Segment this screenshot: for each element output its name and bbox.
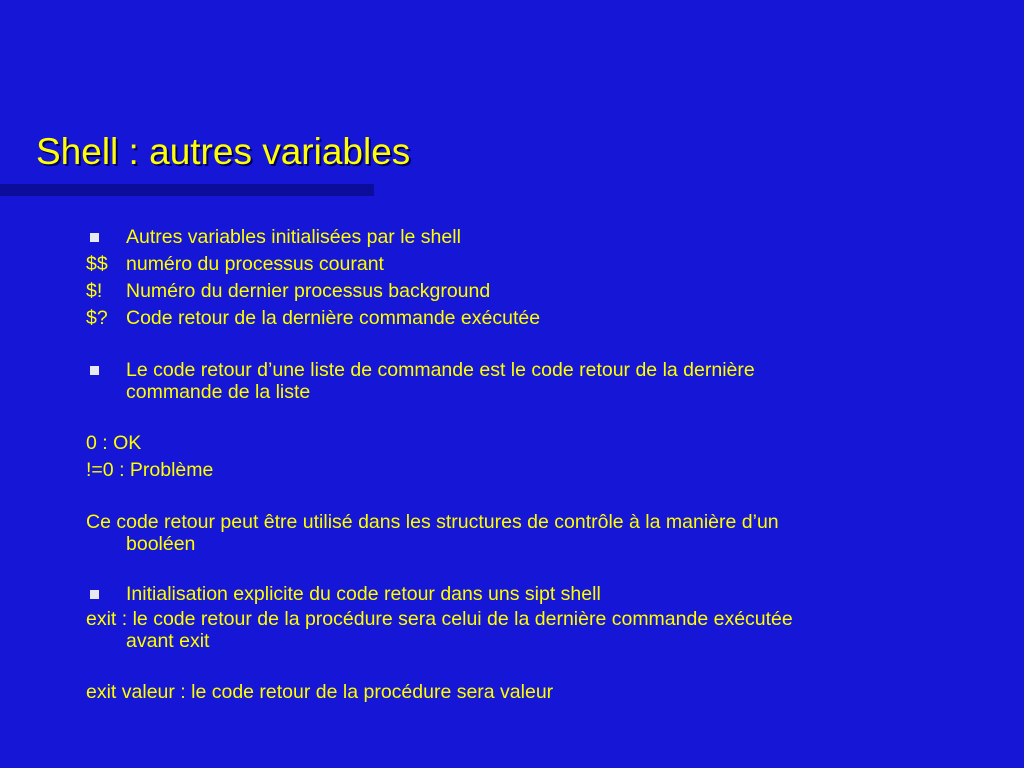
bullet-text: Initialisation explicite du code retour dans uns sipt shell (126, 583, 601, 605)
variable-item (86, 251, 946, 278)
slide-body (86, 224, 946, 706)
bullet-item (86, 359, 946, 403)
variable-key: $? (86, 307, 108, 329)
paragraph (86, 511, 946, 555)
slide-title: Shell : autres variables (36, 131, 411, 172)
return-code-ok: 0 : OK (86, 432, 142, 454)
variable-key: $$ (86, 253, 108, 275)
paragraph (86, 608, 946, 652)
paragraph-line: Ce code retour peut être utilisé dans les structures de contrôle à la manière d’un (86, 511, 779, 533)
paragraph-line: booléen (126, 533, 196, 555)
variable-key: $! (86, 280, 103, 302)
variable-description: numéro du processus courant (126, 253, 384, 275)
return-code-error: !=0 : Problème (86, 459, 214, 481)
variable-item (86, 278, 946, 305)
paragraph-line: exit : le code retour de la procédure sera celui de la dernière commande exécutée (86, 608, 793, 630)
paragraph: exit valeur : le code retour de la procédure sera valeur (86, 681, 554, 703)
variable-item (86, 305, 946, 332)
spacer (86, 555, 946, 581)
spacer (86, 403, 946, 430)
spacer (86, 332, 946, 359)
bullet-text-line: commande de la liste (126, 381, 311, 403)
bullet-text: Autres variables initialisées par le shell (126, 226, 461, 248)
variable-description: Code retour de la dernière commande exécutée (126, 307, 541, 329)
bullet-text-line: Le code retour d’une liste de commande est le code retour de la dernière (126, 359, 755, 381)
bullet-item (86, 581, 946, 608)
variable-description: Numéro du dernier processus background (126, 280, 491, 302)
spacer (86, 484, 946, 511)
paragraph-line: avant exit (126, 630, 210, 652)
square-bullet-icon (90, 233, 99, 242)
bullet-item (86, 224, 946, 251)
spacer (86, 652, 946, 679)
square-bullet-icon (90, 590, 99, 599)
square-bullet-icon (90, 366, 99, 375)
title-underline (0, 184, 374, 196)
